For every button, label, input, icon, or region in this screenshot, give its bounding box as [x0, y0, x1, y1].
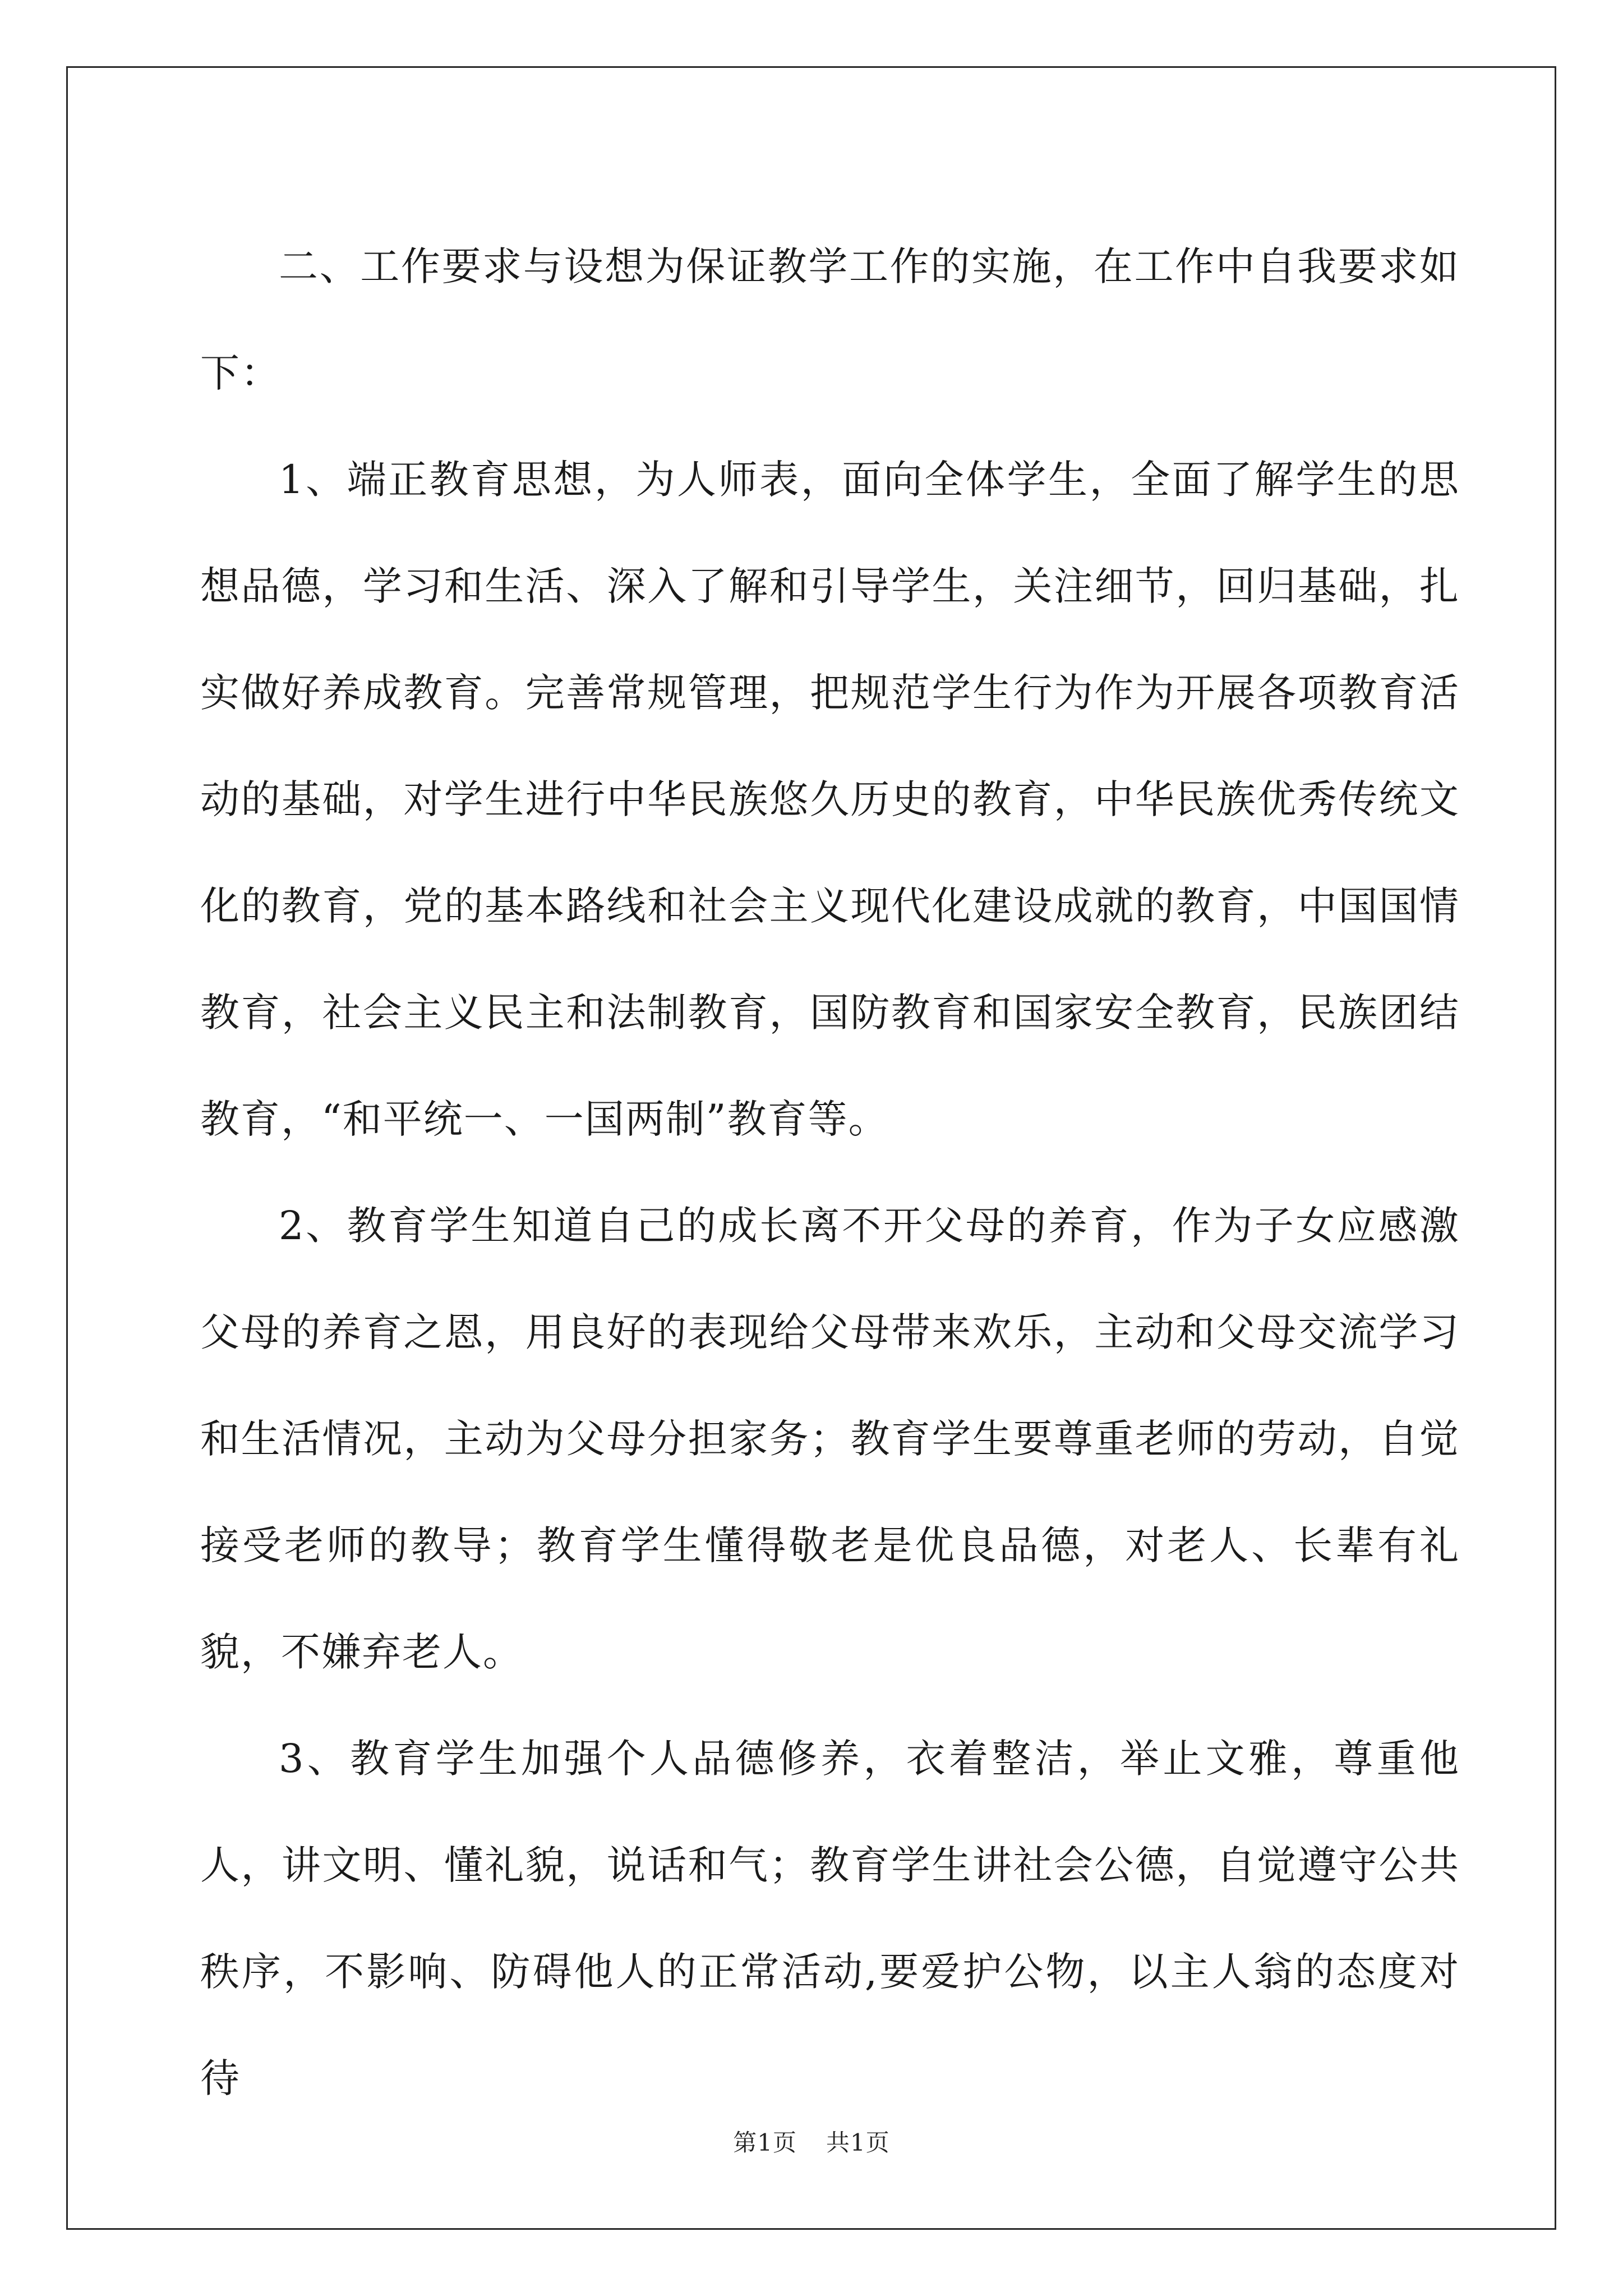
document-body	[200, 213, 1460, 2132]
paragraph-item-2: 2、教育学生知道自己的成长离不开父母的养育，作为子女应感激父母的养育之恩，用良好的表现给父母带来欢乐，主动和父母交流学习和生活情况，主动为父母分担家务；教育学生要尊重老师的劳动，自觉接受老师的教导；教育学生懂得敬老是优良品德，对老人、长辈有礼貌，不嫌弃老人。	[200, 1203, 1460, 1675]
page-number-total: 共1页	[826, 2129, 890, 2156]
page-footer	[0, 2126, 1623, 2160]
paragraph-item-1: 1、端正教育思想，为人师表，面向全体学生，全面了解学生的思想品德，学习和生活、深入了解和引导学生，关注细节，回归基础，扎实做好养成教育。完善常规管理，把规范学生行为作为开展各项教育活动的基础，对学生进行中华民族悠久历史的教育，中华民族优秀传统文化的教育，党的基本路线和社会主义现代化建设成就的教育，中国国情教育，社会主义民主和法制教育，国防教育和国家安全教育，民族团结教育，“和平统一、一国两制”教育等。	[200, 457, 1460, 1142]
paragraph-work-requirements: 二、工作要求与设想为保证教学工作的实施，在工作中自我要求如下：	[200, 243, 1460, 396]
paragraph-item-3: 3、教育学生加强个人品德修养，衣着整洁，举止文雅，尊重他人，讲文明、懂礼貌，说话和气；教育学生讲社会公德，自觉遵守公共秩序，不影响、防碍他人的正常活动,要爱护公物，以主人翁的态度对待	[200, 1736, 1460, 2101]
page-number-current: 第1页	[733, 2129, 797, 2156]
